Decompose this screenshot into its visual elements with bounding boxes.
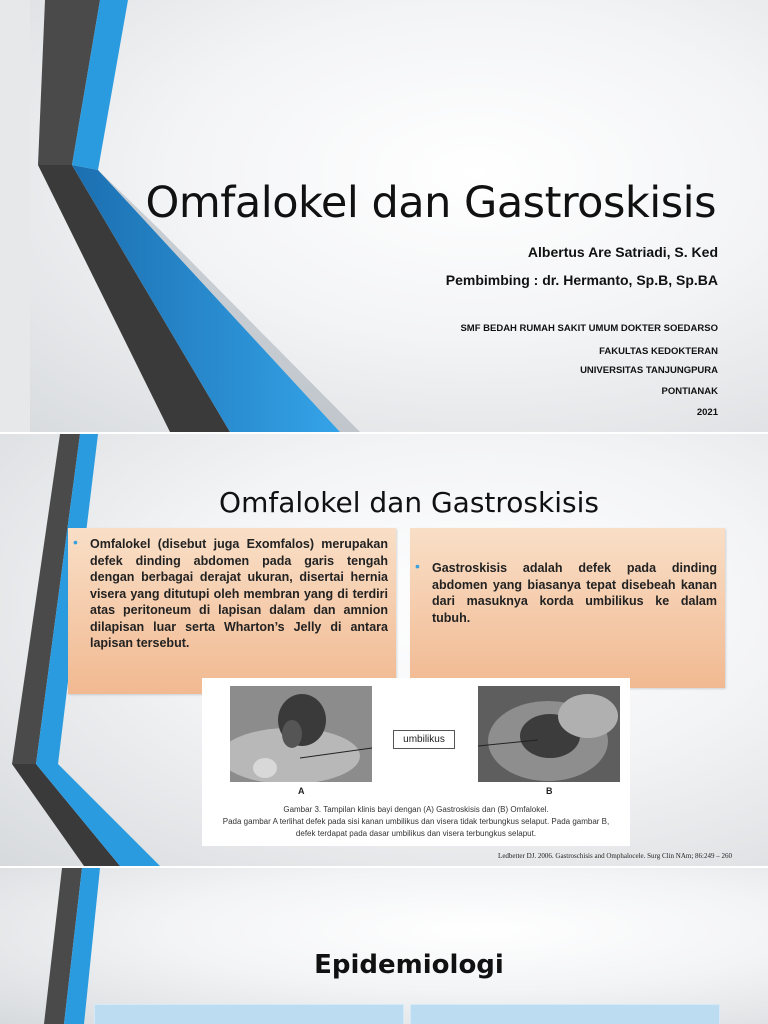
slide-title: Epidemiologi [314,950,504,980]
author-name: Albertus Are Satriadi, S. Ked [527,244,718,260]
decorative-stripes [0,868,140,1024]
bullet: • [415,558,420,574]
institution-line: FAKULTAS KEDOKTERAN [599,346,718,357]
slide-epidemiology [0,868,768,1024]
institution-line: 2021 [696,407,718,418]
figure-label-a: A [298,786,305,796]
institution-line: SMF BEDAH RUMAH SAKIT UMUM DOKTER SOEDARSO [460,323,718,334]
content-box-right [410,1004,720,1024]
institution-line: PONTIANAK [661,386,718,397]
bullet: • [73,534,78,550]
omfalokel-box [68,528,396,694]
supervisor-name: Pembimbing : dr. Hermanto, Sp.B, Sp.BA [445,272,718,288]
figure-caption: Pada gambar A terlihat defek pada sisi kanan umbilikus dan visera tidak terbungkus selaput. Pada gambar B, [222,817,610,826]
figure-label-b: B [546,786,553,796]
gastroskisis-box [410,528,725,688]
slide-title: Omfalokel dan Gastroskisis [219,486,599,519]
clinical-figure [202,678,630,846]
content-box-left [94,1004,404,1024]
omfalokel-text: Omfalokel (disebut juga Exomfalos) merupakan defek dinding abdomen pada garis tengah dengan berbagai derajat ukuran, disertai hernia visera yang ditutupi oleh membran yang di terdiri atas peritoneum di lapisan dalam dan amnion dilapisan luar serta Wharton’s Jelly di antara lapisan tersebut. [90,537,388,650]
umbilikus-label: umbilikus [393,730,455,749]
slide-definition [0,434,768,866]
presentation-title: Omfalokel dan Gastroskisis [145,178,716,228]
photo-b [478,686,620,782]
gastroskisis-text: Gastroskisis adalah defek pada dinding abdomen yang biasanya tepat disebeah kanan dari masuknya korda umbilikus ke dalam tubuh. [432,561,717,625]
photo-a [230,686,372,782]
slide-title [0,0,768,432]
reference-citation: Ledbetter DJ. 2006. Gastroschisis and Omphalocele. Surg Clin NAm; 86:249 – 260 [498,852,732,860]
figure-caption: Gambar 3. Tampilan klinis bayi dengan (A) Gastroskisis dan (B) Omfalokel. [283,805,549,814]
infant-photo-a [230,686,372,782]
institution-line: UNIVERSITAS TANJUNGPURA [580,365,718,376]
figure-caption: defek terdapat pada dasar umbilikus dan visera terbungkus selaput. [295,829,537,838]
infant-photo-b [478,686,620,782]
